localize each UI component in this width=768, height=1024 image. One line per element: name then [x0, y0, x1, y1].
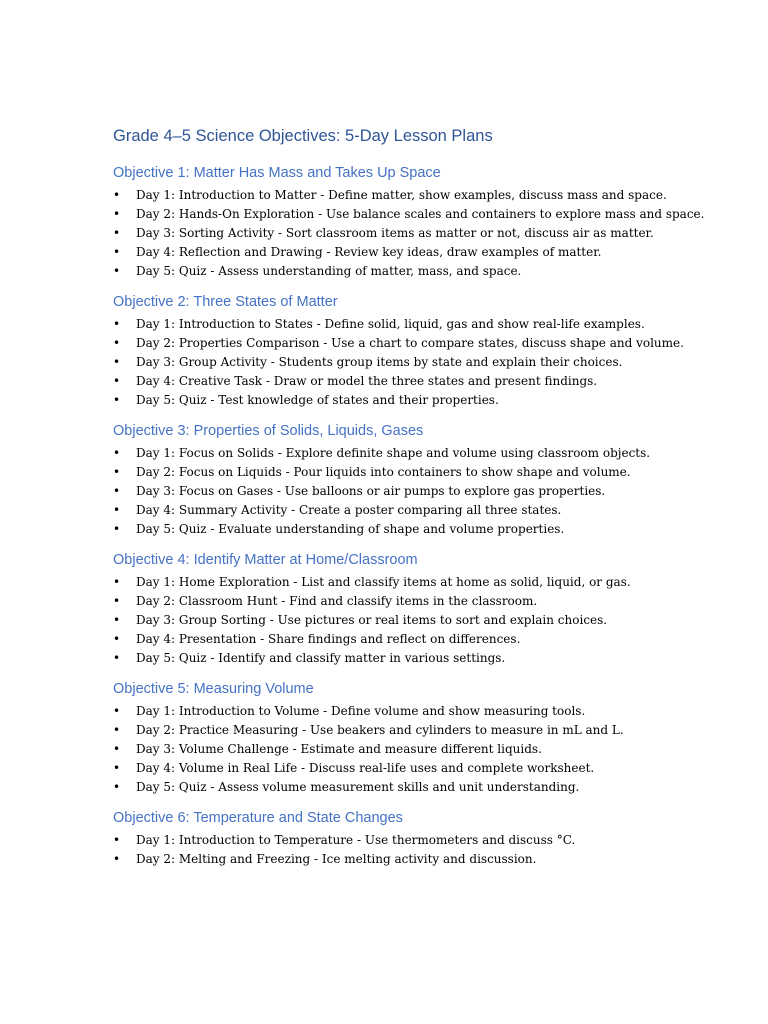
- day-text: Day 3: Group Sorting - Use pictures or real items to sort and explain choices.: [136, 613, 608, 627]
- bullet-icon: •: [113, 704, 121, 718]
- day-text: Day 5: Quiz - Identify and classify matter in various settings.: [136, 651, 506, 665]
- day-text: Day 1: Home Exploration - List and classify items at home as solid, liquid, or gas.: [136, 575, 631, 589]
- day-text: Day 3: Group Activity - Students group items by state and explain their choices.: [136, 355, 623, 369]
- day-text: Day 1: Introduction to States - Define solid, liquid, gas and show real-life examples.: [136, 317, 645, 331]
- day-list-item: [113, 592, 708, 611]
- day-text: Day 5: Quiz - Test knowledge of states and their properties.: [136, 393, 499, 407]
- objective-section-1: [113, 164, 708, 281]
- bullet-icon: •: [113, 393, 121, 407]
- day-list-item: [113, 243, 708, 262]
- objective-heading: Objective 1: Matter Has Mass and Takes Up Space: [113, 165, 441, 181]
- day-text: Day 2: Practice Measuring - Use beakers and cylinders to measure in mL and L.: [136, 723, 624, 737]
- day-text: Day 4: Summary Activity - Create a poster comparing all three states.: [136, 503, 562, 517]
- bullet-icon: •: [113, 852, 121, 866]
- day-text: Day 4: Presentation - Share findings and reflect on differences.: [136, 632, 521, 646]
- day-list-item: [113, 353, 708, 372]
- bullet-icon: •: [113, 651, 121, 665]
- day-list-item: [113, 334, 708, 353]
- day-list-item: [113, 501, 708, 520]
- objective-section-4: [113, 551, 708, 668]
- day-text: Day 3: Focus on Gases - Use balloons or air pumps to explore gas properties.: [136, 484, 606, 498]
- bullet-icon: •: [113, 780, 121, 794]
- objective-heading: Objective 4: Identify Matter at Home/Classroom: [113, 552, 418, 568]
- day-text: Day 2: Melting and Freezing - Ice melting activity and discussion.: [136, 852, 537, 866]
- day-list-item: [113, 315, 708, 334]
- day-list: [113, 702, 708, 797]
- day-list: [113, 831, 708, 869]
- objective-heading: Objective 2: Three States of Matter: [113, 294, 338, 310]
- day-text: Day 5: Quiz - Assess volume measurement skills and unit understanding.: [136, 780, 580, 794]
- day-text: Day 1: Focus on Solids - Explore definite shape and volume using classroom objects.: [136, 446, 651, 460]
- bullet-icon: •: [113, 188, 121, 202]
- day-list-item: [113, 740, 708, 759]
- bullet-icon: •: [113, 264, 121, 278]
- day-list-item: [113, 520, 708, 539]
- day-list-item: [113, 850, 708, 869]
- objective-heading: Objective 3: Properties of Solids, Liquids, Gases: [113, 423, 424, 439]
- day-list-item: [113, 482, 708, 501]
- objective-heading: Objective 6: Temperature and State Changes: [113, 810, 403, 826]
- day-text: Day 2: Classroom Hunt - Find and classify items in the classroom.: [136, 594, 538, 608]
- objective-section-5: [113, 680, 708, 797]
- bullet-icon: •: [113, 465, 121, 479]
- objective-section-2: [113, 293, 708, 410]
- day-list-item: [113, 262, 708, 281]
- bullet-icon: •: [113, 575, 121, 589]
- day-list: [113, 186, 708, 281]
- objective-heading: Objective 5: Measuring Volume: [113, 681, 314, 697]
- day-text: Day 1: Introduction to Temperature - Use thermometers and discuss °C.: [136, 833, 576, 847]
- day-list-item: [113, 630, 708, 649]
- bullet-icon: •: [113, 317, 121, 331]
- bullet-icon: •: [113, 336, 121, 350]
- day-list-item: [113, 611, 708, 630]
- day-text: Day 4: Volume in Real Life - Discuss real-life uses and complete worksheet.: [136, 761, 595, 775]
- day-list-item: [113, 463, 708, 482]
- day-text: Day 3: Volume Challenge - Estimate and measure different liquids.: [136, 742, 542, 756]
- objectives-list: [113, 164, 708, 869]
- day-text: Day 2: Hands-On Exploration - Use balance scales and containers to explore mass and space.: [136, 207, 705, 221]
- bullet-icon: •: [113, 742, 121, 756]
- day-list-item: [113, 573, 708, 592]
- day-text: Day 5: Quiz - Evaluate understanding of shape and volume properties.: [136, 522, 565, 536]
- day-text: Day 3: Sorting Activity - Sort classroom items as matter or not, discuss air as matter.: [136, 226, 654, 240]
- day-list-item: [113, 391, 708, 410]
- day-list-item: [113, 778, 708, 797]
- bullet-icon: •: [113, 761, 121, 775]
- bullet-icon: •: [113, 245, 121, 259]
- bullet-icon: •: [113, 503, 121, 517]
- day-list-item: [113, 224, 708, 243]
- bullet-icon: •: [113, 207, 121, 221]
- objective-section-3: [113, 422, 708, 539]
- day-list: [113, 444, 708, 539]
- day-text: Day 1: Introduction to Volume - Define volume and show measuring tools.: [136, 704, 586, 718]
- day-list-item: [113, 444, 708, 463]
- day-list: [113, 315, 708, 410]
- day-list-item: [113, 721, 708, 740]
- day-text: Day 4: Creative Task - Draw or model the three states and present findings.: [136, 374, 598, 388]
- day-list-item: [113, 372, 708, 391]
- document-title: Grade 4–5 Science Objectives: 5-Day Lesson Plans: [113, 127, 493, 145]
- objective-section-6: [113, 809, 708, 869]
- bullet-icon: •: [113, 723, 121, 737]
- day-list-item: [113, 759, 708, 778]
- day-text: Day 4: Reflection and Drawing - Review key ideas, draw examples of matter.: [136, 245, 602, 259]
- day-text: Day 2: Focus on Liquids - Pour liquids into containers to show shape and volume.: [136, 465, 631, 479]
- bullet-icon: •: [113, 632, 121, 646]
- day-list: [113, 573, 708, 668]
- bullet-icon: •: [113, 355, 121, 369]
- bullet-icon: •: [113, 226, 121, 240]
- bullet-icon: •: [113, 446, 121, 460]
- day-list-item: [113, 702, 708, 721]
- bullet-icon: •: [113, 594, 121, 608]
- bullet-icon: •: [113, 484, 121, 498]
- day-text: Day 1: Introduction to Matter - Define matter, show examples, discuss mass and space.: [136, 188, 667, 202]
- day-text: Day 5: Quiz - Assess understanding of matter, mass, and space.: [136, 264, 522, 278]
- day-list-item: [113, 186, 708, 205]
- bullet-icon: •: [113, 613, 121, 627]
- day-list-item: [113, 831, 708, 850]
- day-text: Day 2: Properties Comparison - Use a chart to compare states, discuss shape and volume.: [136, 336, 684, 350]
- day-list-item: [113, 205, 708, 224]
- bullet-icon: •: [113, 522, 121, 536]
- bullet-icon: •: [113, 833, 121, 847]
- day-list-item: [113, 649, 708, 668]
- bullet-icon: •: [113, 374, 121, 388]
